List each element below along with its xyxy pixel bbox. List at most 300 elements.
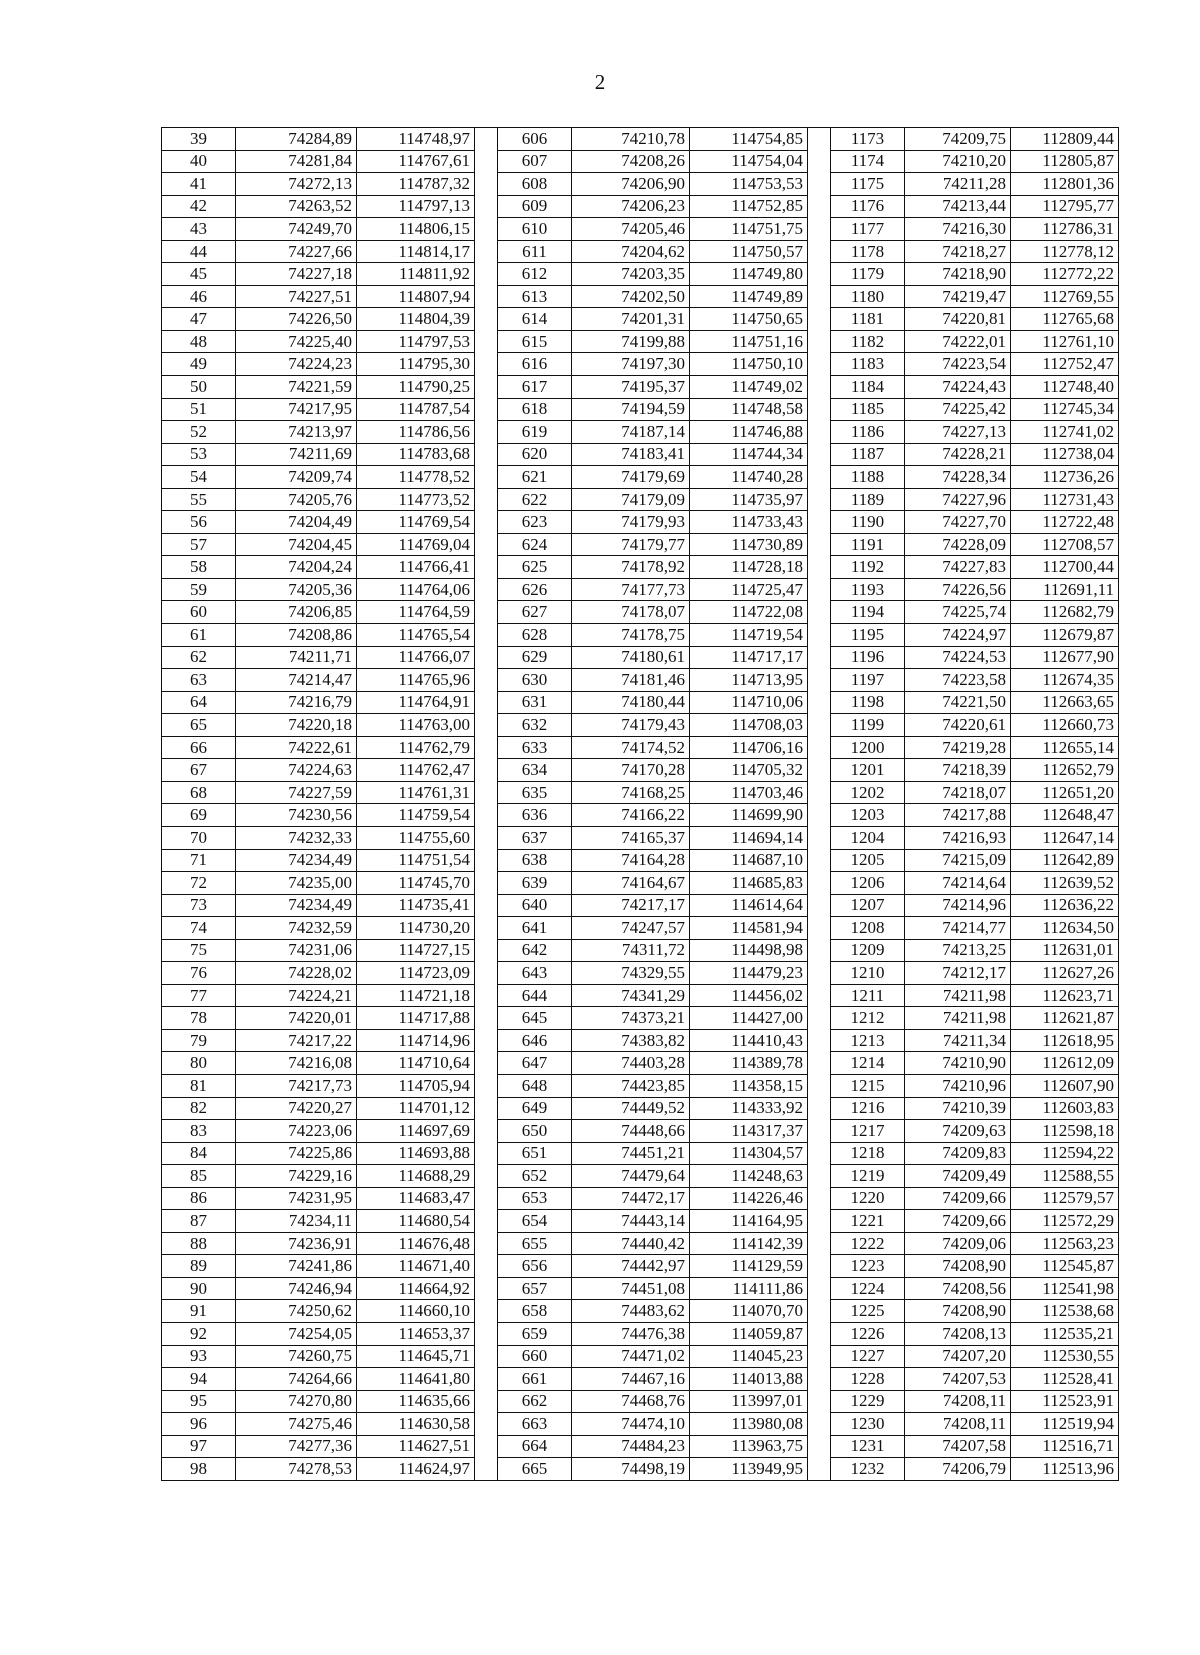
left-point-cell: 73 xyxy=(162,894,236,917)
column-separator xyxy=(475,1232,498,1255)
table-row xyxy=(162,421,1119,444)
column-separator xyxy=(808,1277,831,1300)
left-point-cell: 58 xyxy=(162,556,236,579)
right-point-cell: 1177 xyxy=(831,218,905,241)
table-row xyxy=(162,894,1119,917)
column-separator xyxy=(475,939,498,962)
table-row xyxy=(162,353,1119,376)
left-point-cell: 62 xyxy=(162,646,236,669)
middle-y-cell: 114733,43 xyxy=(690,511,808,534)
column-separator xyxy=(808,173,831,196)
right-y-cell: 112778,12 xyxy=(1011,240,1119,263)
left-y-cell: 114676,48 xyxy=(357,1232,475,1255)
right-y-cell: 112623,71 xyxy=(1011,984,1119,1007)
right-x-cell: 74225,74 xyxy=(905,601,1011,624)
column-separator xyxy=(475,1322,498,1345)
middle-point-cell: 606 xyxy=(498,128,572,151)
left-x-cell: 74236,91 xyxy=(236,1232,357,1255)
middle-y-cell: 114735,97 xyxy=(690,488,808,511)
middle-point-cell: 620 xyxy=(498,443,572,466)
right-point-cell: 1229 xyxy=(831,1390,905,1413)
middle-point-cell: 657 xyxy=(498,1277,572,1300)
right-y-cell: 112594,22 xyxy=(1011,1142,1119,1165)
left-x-cell: 74224,21 xyxy=(236,984,357,1007)
table-row xyxy=(162,714,1119,737)
right-y-cell: 112674,35 xyxy=(1011,669,1119,692)
right-point-cell: 1197 xyxy=(831,669,905,692)
column-separator xyxy=(808,1368,831,1391)
column-separator xyxy=(475,1097,498,1120)
middle-x-cell: 74179,77 xyxy=(572,533,690,556)
right-y-cell: 112545,87 xyxy=(1011,1255,1119,1278)
middle-point-cell: 651 xyxy=(498,1142,572,1165)
left-point-cell: 87 xyxy=(162,1210,236,1233)
middle-point-cell: 642 xyxy=(498,939,572,962)
right-x-cell: 74217,88 xyxy=(905,804,1011,827)
right-point-cell: 1223 xyxy=(831,1255,905,1278)
right-point-cell: 1173 xyxy=(831,128,905,151)
middle-point-cell: 618 xyxy=(498,398,572,421)
middle-y-cell: 114750,57 xyxy=(690,240,808,263)
column-separator xyxy=(808,669,831,692)
left-y-cell: 114748,97 xyxy=(357,128,475,151)
left-point-cell: 49 xyxy=(162,353,236,376)
column-separator xyxy=(808,578,831,601)
middle-y-cell: 114304,57 xyxy=(690,1142,808,1165)
middle-point-cell: 638 xyxy=(498,849,572,872)
left-point-cell: 97 xyxy=(162,1435,236,1458)
middle-point-cell: 647 xyxy=(498,1052,572,1075)
table-row xyxy=(162,962,1119,985)
table-row xyxy=(162,669,1119,692)
right-y-cell: 112786,31 xyxy=(1011,218,1119,241)
middle-y-cell: 114111,86 xyxy=(690,1277,808,1300)
column-separator xyxy=(475,376,498,399)
right-point-cell: 1174 xyxy=(831,150,905,173)
middle-x-cell: 74479,64 xyxy=(572,1165,690,1188)
left-point-cell: 81 xyxy=(162,1074,236,1097)
column-separator xyxy=(808,1210,831,1233)
left-x-cell: 74227,59 xyxy=(236,781,357,804)
table-row xyxy=(162,1300,1119,1323)
middle-y-cell: 114744,34 xyxy=(690,443,808,466)
right-y-cell: 112607,90 xyxy=(1011,1074,1119,1097)
middle-y-cell: 114754,04 xyxy=(690,150,808,173)
middle-y-cell: 114730,89 xyxy=(690,533,808,556)
left-y-cell: 114630,58 xyxy=(357,1413,475,1436)
right-point-cell: 1209 xyxy=(831,939,905,962)
column-separator xyxy=(475,1255,498,1278)
left-x-cell: 74208,86 xyxy=(236,624,357,647)
left-y-cell: 114786,56 xyxy=(357,421,475,444)
column-separator xyxy=(475,1390,498,1413)
left-x-cell: 74220,18 xyxy=(236,714,357,737)
right-y-cell: 112651,20 xyxy=(1011,781,1119,804)
right-y-cell: 112795,77 xyxy=(1011,195,1119,218)
right-x-cell: 74210,20 xyxy=(905,150,1011,173)
left-y-cell: 114717,88 xyxy=(357,1007,475,1030)
middle-point-cell: 631 xyxy=(498,691,572,714)
left-x-cell: 74205,76 xyxy=(236,488,357,511)
middle-x-cell: 74329,55 xyxy=(572,962,690,985)
table-row xyxy=(162,1368,1119,1391)
middle-x-cell: 74181,46 xyxy=(572,669,690,692)
column-separator xyxy=(808,353,831,376)
right-point-cell: 1183 xyxy=(831,353,905,376)
middle-point-cell: 664 xyxy=(498,1435,572,1458)
column-separator xyxy=(475,488,498,511)
column-separator xyxy=(808,601,831,624)
middle-x-cell: 74203,35 xyxy=(572,263,690,286)
middle-y-cell: 114164,95 xyxy=(690,1210,808,1233)
middle-x-cell: 74443,14 xyxy=(572,1210,690,1233)
column-separator xyxy=(475,578,498,601)
right-point-cell: 1194 xyxy=(831,601,905,624)
middle-x-cell: 74178,92 xyxy=(572,556,690,579)
right-y-cell: 112639,52 xyxy=(1011,872,1119,895)
middle-point-cell: 607 xyxy=(498,150,572,173)
column-separator xyxy=(475,466,498,489)
middle-point-cell: 656 xyxy=(498,1255,572,1278)
left-x-cell: 74263,52 xyxy=(236,195,357,218)
column-separator xyxy=(808,1120,831,1143)
right-x-cell: 74209,66 xyxy=(905,1187,1011,1210)
right-x-cell: 74209,66 xyxy=(905,1210,1011,1233)
column-separator xyxy=(475,1300,498,1323)
left-y-cell: 114701,12 xyxy=(357,1097,475,1120)
right-x-cell: 74219,28 xyxy=(905,736,1011,759)
middle-point-cell: 660 xyxy=(498,1345,572,1368)
right-x-cell: 74227,13 xyxy=(905,421,1011,444)
right-y-cell: 112648,47 xyxy=(1011,804,1119,827)
left-y-cell: 114641,80 xyxy=(357,1368,475,1391)
column-separator xyxy=(475,1007,498,1030)
left-x-cell: 74232,59 xyxy=(236,917,357,940)
middle-x-cell: 74206,90 xyxy=(572,173,690,196)
left-point-cell: 46 xyxy=(162,285,236,308)
column-separator xyxy=(808,240,831,263)
middle-point-cell: 646 xyxy=(498,1029,572,1052)
right-y-cell: 112655,14 xyxy=(1011,736,1119,759)
table-row xyxy=(162,1255,1119,1278)
column-separator xyxy=(808,376,831,399)
table-row xyxy=(162,1142,1119,1165)
column-separator xyxy=(808,443,831,466)
left-y-cell: 114769,54 xyxy=(357,511,475,534)
middle-y-cell: 114427,00 xyxy=(690,1007,808,1030)
left-y-cell: 114778,52 xyxy=(357,466,475,489)
table-row xyxy=(162,1187,1119,1210)
right-y-cell: 112722,48 xyxy=(1011,511,1119,534)
left-point-cell: 48 xyxy=(162,330,236,353)
middle-x-cell: 74177,73 xyxy=(572,578,690,601)
middle-point-cell: 665 xyxy=(498,1458,572,1481)
column-separator xyxy=(808,218,831,241)
column-separator xyxy=(475,263,498,286)
middle-point-cell: 633 xyxy=(498,736,572,759)
left-x-cell: 74223,06 xyxy=(236,1120,357,1143)
right-y-cell: 112642,89 xyxy=(1011,849,1119,872)
middle-x-cell: 74472,17 xyxy=(572,1187,690,1210)
table-row xyxy=(162,533,1119,556)
left-y-cell: 114767,61 xyxy=(357,150,475,173)
middle-y-cell: 114703,46 xyxy=(690,781,808,804)
right-y-cell: 112660,73 xyxy=(1011,714,1119,737)
right-y-cell: 112538,68 xyxy=(1011,1300,1119,1323)
table-row xyxy=(162,128,1119,151)
middle-y-cell: 114713,95 xyxy=(690,669,808,692)
column-separator xyxy=(475,894,498,917)
right-point-cell: 1231 xyxy=(831,1435,905,1458)
right-y-cell: 112579,57 xyxy=(1011,1187,1119,1210)
left-x-cell: 74211,71 xyxy=(236,646,357,669)
middle-x-cell: 74451,21 xyxy=(572,1142,690,1165)
middle-point-cell: 641 xyxy=(498,917,572,940)
right-point-cell: 1204 xyxy=(831,826,905,849)
middle-point-cell: 619 xyxy=(498,421,572,444)
left-x-cell: 74234,49 xyxy=(236,894,357,917)
middle-y-cell: 114070,70 xyxy=(690,1300,808,1323)
right-x-cell: 74223,54 xyxy=(905,353,1011,376)
middle-x-cell: 74440,42 xyxy=(572,1232,690,1255)
right-point-cell: 1195 xyxy=(831,624,905,647)
left-x-cell: 74246,94 xyxy=(236,1277,357,1300)
left-point-cell: 94 xyxy=(162,1368,236,1391)
middle-x-cell: 74468,76 xyxy=(572,1390,690,1413)
column-separator xyxy=(808,1255,831,1278)
column-separator xyxy=(475,443,498,466)
table-row xyxy=(162,646,1119,669)
middle-x-cell: 74476,38 xyxy=(572,1322,690,1345)
table-row xyxy=(162,691,1119,714)
left-point-cell: 82 xyxy=(162,1097,236,1120)
middle-y-cell: 114045,23 xyxy=(690,1345,808,1368)
column-separator xyxy=(475,398,498,421)
right-x-cell: 74212,17 xyxy=(905,962,1011,985)
right-y-cell: 112748,40 xyxy=(1011,376,1119,399)
middle-y-cell: 114456,02 xyxy=(690,984,808,1007)
right-x-cell: 74208,90 xyxy=(905,1300,1011,1323)
left-point-cell: 95 xyxy=(162,1390,236,1413)
left-y-cell: 114807,94 xyxy=(357,285,475,308)
right-x-cell: 74211,28 xyxy=(905,173,1011,196)
right-x-cell: 74206,79 xyxy=(905,1458,1011,1481)
middle-point-cell: 613 xyxy=(498,285,572,308)
right-y-cell: 112563,23 xyxy=(1011,1232,1119,1255)
left-y-cell: 114627,51 xyxy=(357,1435,475,1458)
left-x-cell: 74241,86 xyxy=(236,1255,357,1278)
table-row xyxy=(162,826,1119,849)
left-x-cell: 74211,69 xyxy=(236,443,357,466)
left-x-cell: 74229,16 xyxy=(236,1165,357,1188)
left-y-cell: 114755,60 xyxy=(357,826,475,849)
middle-y-cell: 114740,28 xyxy=(690,466,808,489)
column-separator xyxy=(475,917,498,940)
column-separator xyxy=(475,624,498,647)
right-y-cell: 112530,55 xyxy=(1011,1345,1119,1368)
right-x-cell: 74211,98 xyxy=(905,984,1011,1007)
left-y-cell: 114730,20 xyxy=(357,917,475,940)
right-point-cell: 1226 xyxy=(831,1322,905,1345)
column-separator xyxy=(808,1052,831,1075)
column-separator xyxy=(808,1300,831,1323)
column-separator xyxy=(475,759,498,782)
left-x-cell: 74217,95 xyxy=(236,398,357,421)
column-separator xyxy=(808,421,831,444)
middle-point-cell: 630 xyxy=(498,669,572,692)
middle-y-cell: 114059,87 xyxy=(690,1322,808,1345)
middle-y-cell: 114754,85 xyxy=(690,128,808,151)
right-point-cell: 1191 xyxy=(831,533,905,556)
left-x-cell: 74226,50 xyxy=(236,308,357,331)
middle-y-cell: 114498,98 xyxy=(690,939,808,962)
right-x-cell: 74218,39 xyxy=(905,759,1011,782)
middle-point-cell: 650 xyxy=(498,1120,572,1143)
left-point-cell: 77 xyxy=(162,984,236,1007)
middle-x-cell: 74484,23 xyxy=(572,1435,690,1458)
column-separator xyxy=(475,1142,498,1165)
column-separator xyxy=(808,128,831,151)
table-row xyxy=(162,1345,1119,1368)
left-point-cell: 98 xyxy=(162,1458,236,1481)
left-x-cell: 74264,66 xyxy=(236,1368,357,1391)
column-separator xyxy=(808,1435,831,1458)
right-point-cell: 1182 xyxy=(831,330,905,353)
left-x-cell: 74220,01 xyxy=(236,1007,357,1030)
left-point-cell: 57 xyxy=(162,533,236,556)
left-y-cell: 114787,54 xyxy=(357,398,475,421)
left-point-cell: 74 xyxy=(162,917,236,940)
right-x-cell: 74218,07 xyxy=(905,781,1011,804)
right-x-cell: 74211,98 xyxy=(905,1007,1011,1030)
right-x-cell: 74222,01 xyxy=(905,330,1011,353)
column-separator xyxy=(808,962,831,985)
column-separator xyxy=(475,308,498,331)
middle-x-cell: 74210,78 xyxy=(572,128,690,151)
middle-x-cell: 74467,16 xyxy=(572,1368,690,1391)
left-point-cell: 89 xyxy=(162,1255,236,1278)
table-row xyxy=(162,1097,1119,1120)
right-y-cell: 112519,94 xyxy=(1011,1413,1119,1436)
left-point-cell: 63 xyxy=(162,669,236,692)
middle-y-cell: 114749,02 xyxy=(690,376,808,399)
middle-point-cell: 663 xyxy=(498,1413,572,1436)
middle-x-cell: 74178,75 xyxy=(572,624,690,647)
left-point-cell: 44 xyxy=(162,240,236,263)
middle-y-cell: 114753,53 xyxy=(690,173,808,196)
coordinates-table-body xyxy=(162,128,1119,1481)
left-y-cell: 114764,06 xyxy=(357,578,475,601)
left-y-cell: 114763,00 xyxy=(357,714,475,737)
right-x-cell: 74224,43 xyxy=(905,376,1011,399)
column-separator xyxy=(475,173,498,196)
right-x-cell: 74228,21 xyxy=(905,443,1011,466)
column-separator xyxy=(475,804,498,827)
middle-x-cell: 74449,52 xyxy=(572,1097,690,1120)
left-x-cell: 74228,02 xyxy=(236,962,357,985)
right-x-cell: 74209,63 xyxy=(905,1120,1011,1143)
table-row xyxy=(162,308,1119,331)
table-row xyxy=(162,263,1119,286)
column-separator xyxy=(808,872,831,895)
left-point-cell: 51 xyxy=(162,398,236,421)
left-x-cell: 74216,79 xyxy=(236,691,357,714)
middle-y-cell: 114614,64 xyxy=(690,894,808,917)
right-x-cell: 74221,50 xyxy=(905,691,1011,714)
column-separator xyxy=(475,1435,498,1458)
column-separator xyxy=(475,736,498,759)
middle-point-cell: 608 xyxy=(498,173,572,196)
middle-x-cell: 74164,28 xyxy=(572,849,690,872)
table-row xyxy=(162,1120,1119,1143)
left-x-cell: 74234,49 xyxy=(236,849,357,872)
right-x-cell: 74226,56 xyxy=(905,578,1011,601)
right-y-cell: 112772,22 xyxy=(1011,263,1119,286)
right-x-cell: 74214,77 xyxy=(905,917,1011,940)
column-separator xyxy=(475,218,498,241)
left-x-cell: 74224,23 xyxy=(236,353,357,376)
column-separator xyxy=(808,781,831,804)
left-x-cell: 74278,53 xyxy=(236,1458,357,1481)
left-x-cell: 74227,66 xyxy=(236,240,357,263)
middle-x-cell: 74442,97 xyxy=(572,1255,690,1278)
middle-x-cell: 74179,43 xyxy=(572,714,690,737)
left-x-cell: 74217,73 xyxy=(236,1074,357,1097)
middle-point-cell: 640 xyxy=(498,894,572,917)
left-x-cell: 74209,74 xyxy=(236,466,357,489)
middle-x-cell: 74180,44 xyxy=(572,691,690,714)
column-separator xyxy=(475,669,498,692)
middle-point-cell: 644 xyxy=(498,984,572,1007)
middle-y-cell: 114685,83 xyxy=(690,872,808,895)
left-y-cell: 114645,71 xyxy=(357,1345,475,1368)
right-x-cell: 74224,53 xyxy=(905,646,1011,669)
column-separator xyxy=(808,984,831,1007)
column-separator xyxy=(808,849,831,872)
middle-x-cell: 74195,37 xyxy=(572,376,690,399)
column-separator xyxy=(808,1097,831,1120)
table-row xyxy=(162,759,1119,782)
left-point-cell: 75 xyxy=(162,939,236,962)
right-y-cell: 112598,18 xyxy=(1011,1120,1119,1143)
left-point-cell: 41 xyxy=(162,173,236,196)
left-y-cell: 114721,18 xyxy=(357,984,475,1007)
middle-y-cell: 114749,89 xyxy=(690,285,808,308)
right-point-cell: 1212 xyxy=(831,1007,905,1030)
middle-x-cell: 74187,14 xyxy=(572,421,690,444)
left-point-cell: 56 xyxy=(162,511,236,534)
left-x-cell: 74216,08 xyxy=(236,1052,357,1075)
left-y-cell: 114761,31 xyxy=(357,781,475,804)
right-x-cell: 74213,25 xyxy=(905,939,1011,962)
left-point-cell: 86 xyxy=(162,1187,236,1210)
column-separator xyxy=(808,398,831,421)
column-separator xyxy=(808,894,831,917)
column-separator xyxy=(475,1210,498,1233)
left-x-cell: 74234,11 xyxy=(236,1210,357,1233)
middle-y-cell: 113997,01 xyxy=(690,1390,808,1413)
left-point-cell: 42 xyxy=(162,195,236,218)
left-y-cell: 114766,07 xyxy=(357,646,475,669)
table-row xyxy=(162,1052,1119,1075)
left-y-cell: 114765,54 xyxy=(357,624,475,647)
middle-point-cell: 636 xyxy=(498,804,572,827)
table-row xyxy=(162,578,1119,601)
left-y-cell: 114751,54 xyxy=(357,849,475,872)
middle-y-cell: 114706,16 xyxy=(690,736,808,759)
column-separator xyxy=(808,1345,831,1368)
middle-y-cell: 114694,14 xyxy=(690,826,808,849)
